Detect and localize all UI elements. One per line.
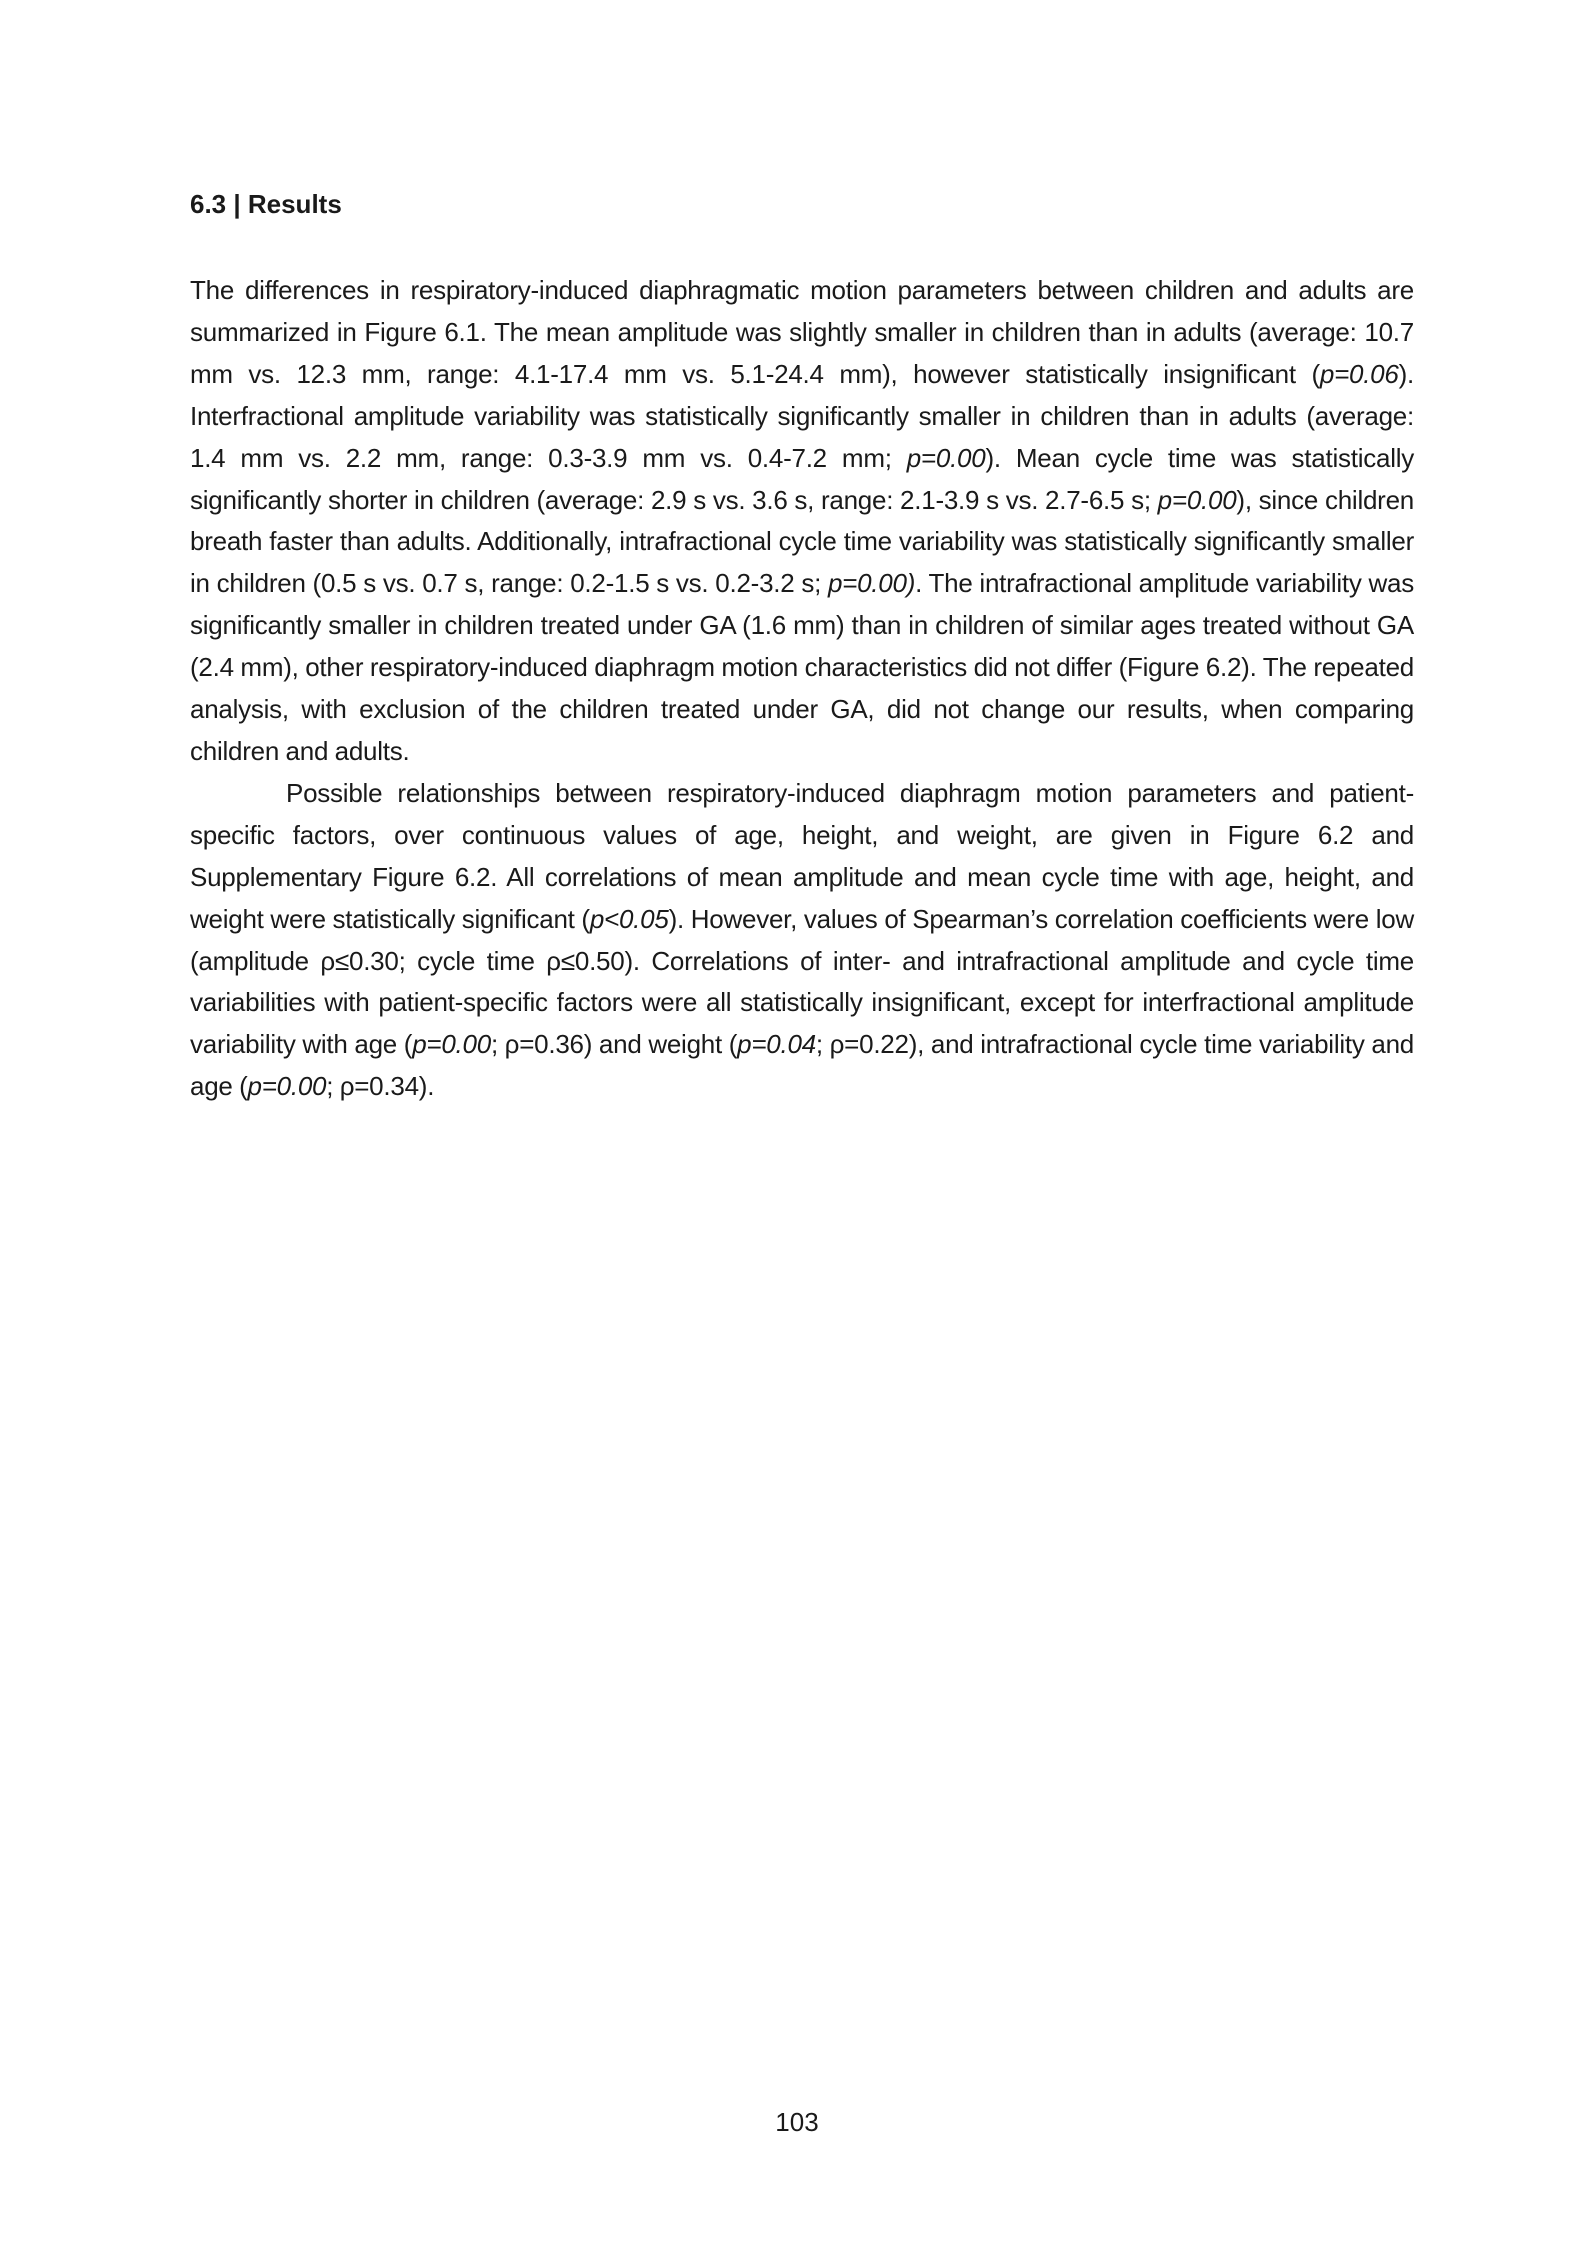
paragraph-text: . The intrafractional amplitude variability was significantly smaller in children treated under GA (1.6 mm) than in children of similar ages treated without GA (2.4 mm), other respiratory-induced diaphragm motion characteristics did not differ (Figure 6.2). The repeated analysis, with exclusion of the children treated under GA, did not change our results, when comparing children and adults. <box>190 568 1414 766</box>
p-value-text: p=0.00 <box>906 442 986 473</box>
p-value-text: p<0.05 <box>589 903 669 934</box>
paragraph-text: The differences in respiratory-induced diaphragmatic motion parameters between children and adults are summarized in Figure 6.1. The mean amplitude was slightly smaller in children than in adults (average: 10.7 mm vs. 12.3 mm, range: 4.1-17.4 mm vs. 5.1-24.4 mm), however statistically insignificant ( <box>190 275 1414 389</box>
p-value-text: p=0.00) <box>827 568 916 599</box>
paragraph-differences <box>190 270 1414 773</box>
paragraph-text: ; ρ=0.34). <box>326 1071 435 1102</box>
paragraph-text: ). Mean cycle time was statistically significantly shorter in children (average: 2.9 s vs. 3.6 s, range: 2.1-3.9 s vs. 2.7-6.5 s; <box>190 442 1414 515</box>
paragraph-text: ). Interfractional amplitude variability was statistically significantly smaller in children than in adults (average: 1.4 mm vs. 2.2 mm, range: 0.3-3.9 mm vs. 0.4-7.2 mm; <box>190 358 1414 473</box>
p-value-text: p=0.00 <box>412 1029 491 1060</box>
section-heading: 6.3 | Results <box>190 189 342 219</box>
p-value-text: p=0.04 <box>737 1029 816 1060</box>
paragraph-text: ; ρ=0.36) and weight ( <box>490 1029 738 1060</box>
paragraph-relationships <box>190 773 1414 1108</box>
body-text <box>190 270 1414 1108</box>
paragraph-text: ). However, values of Spearman’s correlation coefficients were low (amplitude ρ≤0.30; cycle time ρ≤0.50). Correlations of inter- and intrafractional amplitude and cycle time variabilities with patient-specific factors were all statistically insignificant, except for interfractional amplitude variability with age ( <box>190 903 1414 1060</box>
p-value-text: p=0.00 <box>1157 484 1237 515</box>
p-value-text: p=0.00 <box>247 1071 327 1102</box>
paragraph-text: ), since children breath faster than adults. Additionally, intrafractional cycle time variability was statistically significantly smaller in children (0.5 s vs. 0.7 s, range: 0.2-1.5 s vs. 0.2-3.2 s; <box>190 484 1415 599</box>
paragraph-text: ; ρ=0.22), and intrafractional cycle time variability and age ( <box>190 1029 1414 1102</box>
page-number: 103 <box>775 2107 819 2137</box>
paragraph-text: Possible relationships between respiratory-induced diaphragm motion parameters and patient-specific factors, over continuous values of age, height, and weight, are given in Figure 6.2 and Supplementary Figure 6.2. All correlations of mean amplitude and mean cycle time with age, height, and weight were statistically significant ( <box>190 777 1414 934</box>
p-value-text: p=0.06 <box>1319 358 1399 389</box>
